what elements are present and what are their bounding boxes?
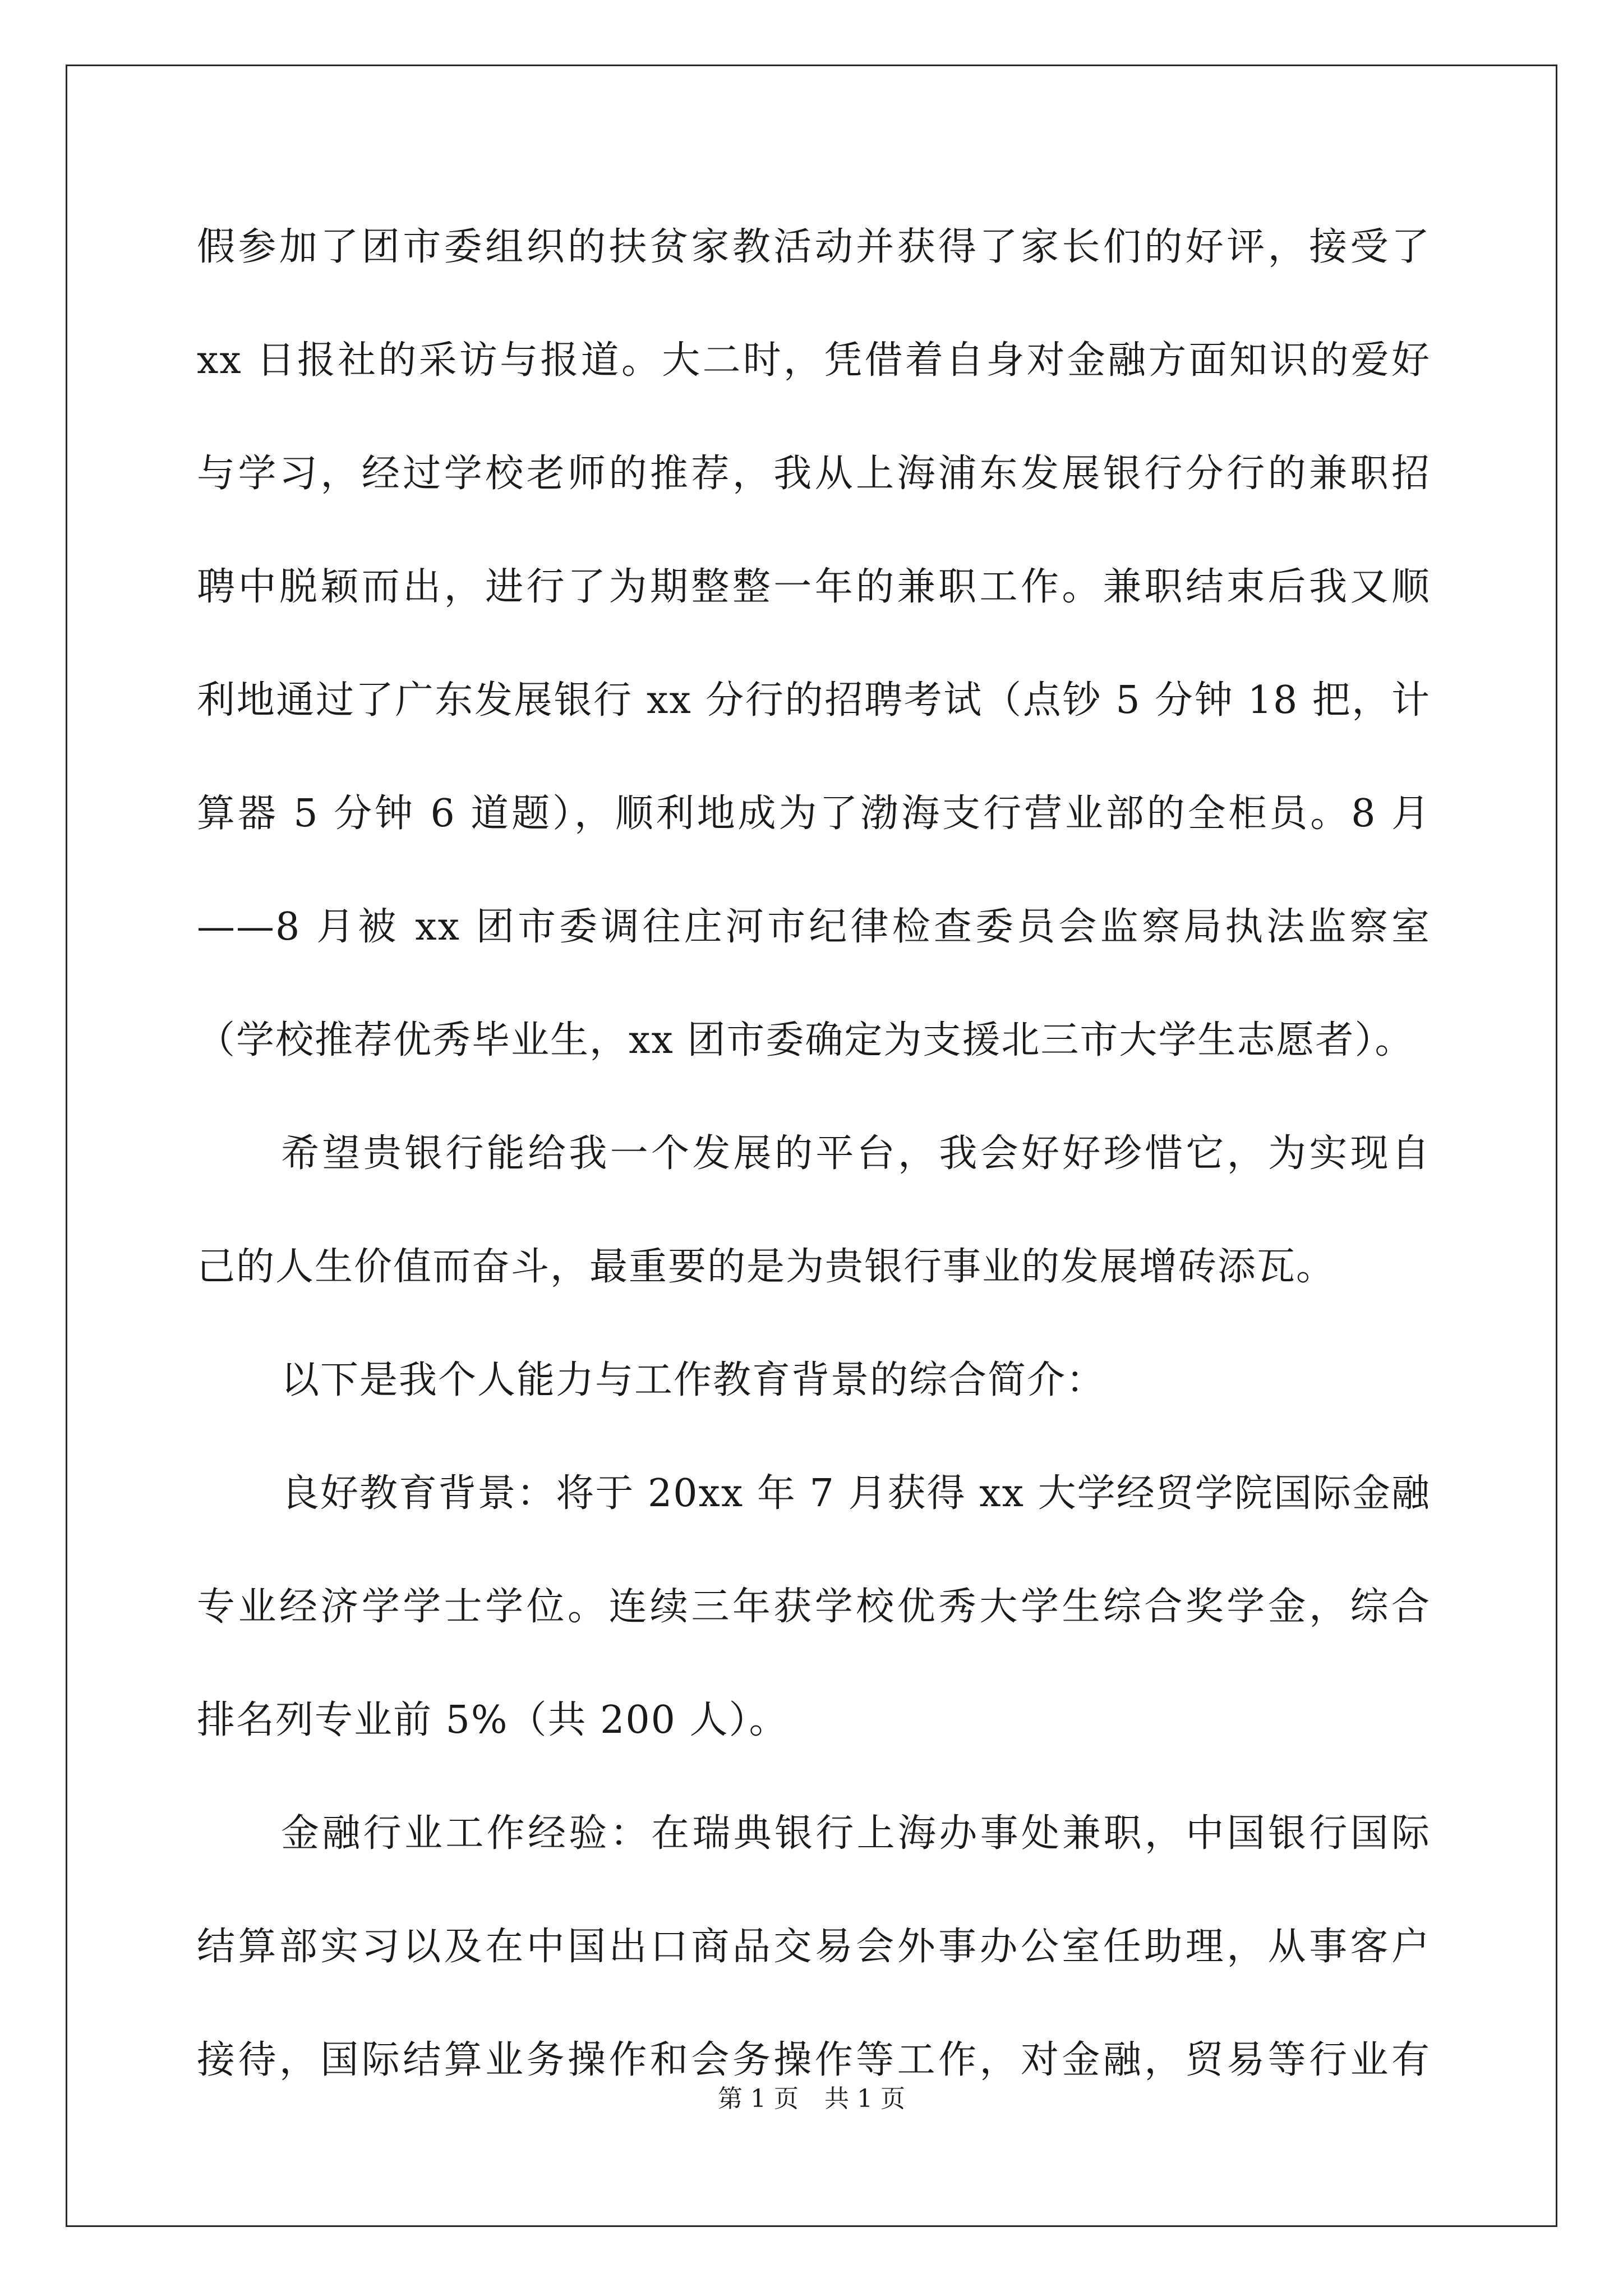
text-line: 与学习，经过学校老师的推荐，我从上海浦东发展银行分行的兼职招 (197, 452, 1431, 496)
page-number: 第 1 页 (718, 2085, 799, 2113)
page-footer (0, 2082, 1623, 2116)
text-line: ——8 月被 xx 团市委调往庄河市纪律检查委员会监察局执法监察室 (197, 905, 1431, 949)
text-line: 接待，国际结算业务操作和会务操作等工作，对金融，贸易等行业有 (197, 2038, 1431, 2082)
text-line: 聘中脱颖而出，进行了为期整整一年的兼职工作。兼职结束后我又顺 (197, 565, 1431, 609)
text-line: 结算部实习以及在中国出口商品交易会外事办公室任助理，从事客户 (197, 1925, 1431, 1969)
text-line: （学校推荐优秀毕业生，xx 团市委确定为支援北三市大学生志愿者）。 (197, 1018, 1414, 1062)
text-line: xx 日报社的采访与报道。大二时，凭借着自身对金融方面知识的爱好 (197, 338, 1431, 383)
page-total: 共 1 页 (824, 2085, 905, 2113)
paragraph-first-line: 希望贵银行能给我一个发展的平台，我会好好珍惜它，为实现自 (281, 1131, 1431, 1176)
text-line: 算器 5 分钟 6 道题），顺利地成为了渤海支行营业部的全柜员。8 月 (197, 792, 1431, 836)
text-line: 己的人生价值而奋斗，最重要的是为贵银行事业的发展增砖添瓦。 (197, 1245, 1336, 1289)
paragraph-first-line: 金融行业工作经验：在瑞典银行上海办事处兼职，中国银行国际 (281, 1811, 1431, 1856)
paragraph-first-line: 良好教育背景：将于 20xx 年 7 月获得 xx 大学经贸学院国际金融 (281, 1471, 1431, 1516)
text-line: 排名列专业前 5%（共 200 人）。 (197, 1698, 789, 1742)
text-line: 专业经济学学士学位。连续三年获学校优秀大学生综合奖学金，综合 (197, 1585, 1431, 1629)
document-body (197, 191, 1431, 2117)
paragraph-first-line: 以下是我个人能力与工作教育背景的综合简介： (281, 1358, 1106, 1402)
text-line: 假参加了团市委组织的扶贫家教活动并获得了家长们的好评，接受了 (197, 225, 1431, 269)
text-line: 利地通过了广东发展银行 xx 分行的招聘考试（点钞 5 分钟 18 把，计 (197, 678, 1431, 723)
